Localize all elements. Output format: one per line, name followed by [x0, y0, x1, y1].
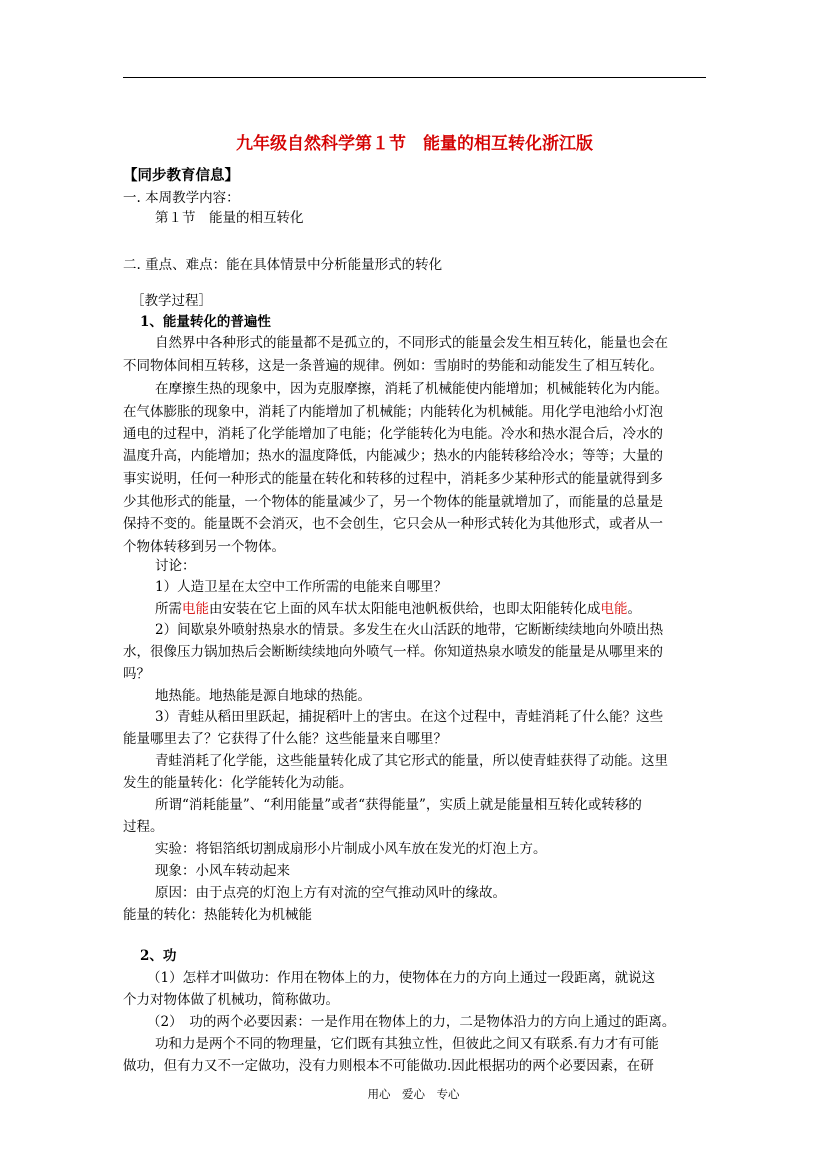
paragraph-line: 保持不变的。能量既不会消灭，也不会创生，它只会从一种形式转化为其他形式，或者从一: [123, 516, 663, 532]
section-marker: ［教学过程］: [131, 293, 212, 309]
question-line: 水，很像压力锅加热后会断断续续地向外喷气一样。你知道热泉水喷发的能量是从哪里来的: [123, 644, 663, 660]
discussion-label: 讨论：: [155, 558, 196, 574]
paragraph-line: 在气体膨胀的现象中，消耗了内能增加了机械能；内能转化为机械能。用化学电池给小灯泡: [123, 404, 663, 420]
question-line: 3）青蛙从稻田里跃起，捕捉稻叶上的害虫。在这个过程中，青蛙消耗了什么能？这些: [155, 709, 664, 725]
paragraph-line: 功和力是两个不同的物理量，它们既有其独立性，但彼此之间又有联系.有力才有可能: [155, 1036, 659, 1052]
list-heading: 二. 重点、难点：能在具体情景中分析能量形式的转化: [123, 257, 443, 273]
phenomenon-line: 现象：小风车转动起来: [155, 863, 290, 879]
paragraph-line: 少其他形式的能量，一个物体的能量减少了，另一个物体的能量就增加了，而能量的总量是: [123, 494, 663, 510]
paragraph-line: 通电的过程中，消耗了化学能增加了电能；化学能转化为电能。冷水和热水混合后，冷水的: [123, 426, 663, 442]
topic-text: 第１节 能量的相互转化: [155, 210, 304, 226]
header-rule: [123, 77, 706, 78]
section-label: 【同步教育信息】: [123, 167, 239, 184]
conversion-line: 能量的转化：热能转化为机械能: [123, 907, 312, 923]
paragraph-line: 所谓“消耗能量”、“利用能量”或者“获得能量”，实质上就是能量相互转化或转移的: [155, 797, 642, 813]
highlight-term: 电能: [182, 601, 209, 617]
reason-line: 原因：由于点亮的灯泡上方有对流的空气推动风叶的缘故。: [155, 885, 506, 901]
answer-line: 青蛙消耗了化学能，这些能量转化成了其它形式的能量，所以使青蛙获得了动能。这里: [155, 753, 668, 769]
paragraph-line: 不同物体间相互转移，这是一条普遍的规律。例如：雪崩时的势能和动能发生了相互转化。: [123, 358, 663, 374]
list-heading: 一. 本周教学内容：: [123, 190, 240, 206]
paragraph-line: 做功，但有力又不一定做功，没有力则根本不可能做功.因此根据功的两个必要因素，在研: [123, 1058, 654, 1074]
experiment-line: 实验：将铝箔纸切割成扇形小片制成小风车放在发光的灯泡上方。: [155, 841, 547, 857]
paragraph-line: （1）怎样才叫做功：作用在物体上的力，使物体在力的方向上通过一段距离，就说这: [147, 970, 656, 986]
question-line: 2）间歇泉外喷射热泉水的情景。多发生在火山活跃的地带，它断断续续地向外喷出热: [155, 622, 664, 638]
question-line: 1）人造卫星在太空中工作所需的电能来自哪里？: [155, 579, 448, 595]
answer-line: 所需电能由安装在它上面的风车状太阳能电池帆板供给，也即太阳能转化成电能。: [155, 601, 641, 617]
paragraph-line: 个物体转移到另一个物体。: [123, 539, 285, 555]
paragraph-line: （2） 功的两个必要因素：一是作用在物体上的力，二是物体沿力的方向上通过的距离。: [147, 1014, 676, 1030]
paragraph-line: 个力对物体做了机械功，简称做功。: [123, 992, 339, 1008]
highlight-term: 电能: [600, 601, 628, 617]
paragraph-line: 温度升高，内能增加；热水的温度降低，内能减少；热水的内能转移给冷水；等等；大量的: [123, 448, 663, 464]
answer-line: 发生的能量转化：化学能转化为动能。: [123, 775, 353, 791]
question-line: 能量哪里去了？它获得了什么能？这些能量来自哪里？: [123, 731, 447, 747]
paragraph-line: 自然界中各种形式的能量都不是孤立的，不同形式的能量会发生相互转化，能量也会在: [155, 335, 668, 351]
subsection-heading: 1、能量转化的普遍性: [140, 314, 271, 330]
subsection-heading: 2、功: [140, 948, 177, 964]
question-line: 吗？: [123, 666, 150, 682]
page-footer: 用心 爱心 专心: [367, 1087, 460, 1101]
paragraph-line: 在摩擦生热的现象中，因为克服摩擦，消耗了机械能使内能增加；机械能转化为内能。: [155, 381, 668, 397]
answer-line: 地热能。地热能是源自地球的热能。: [155, 688, 371, 704]
paragraph-line: 过程。: [123, 819, 164, 835]
paragraph-line: 事实说明，任何一种形式的能量在转化和转移的过程中，消耗多少某种形式的能量就得到多: [123, 471, 663, 487]
page-title: 九年级自然科学第１节 能量的相互转化浙江版: [236, 134, 593, 154]
